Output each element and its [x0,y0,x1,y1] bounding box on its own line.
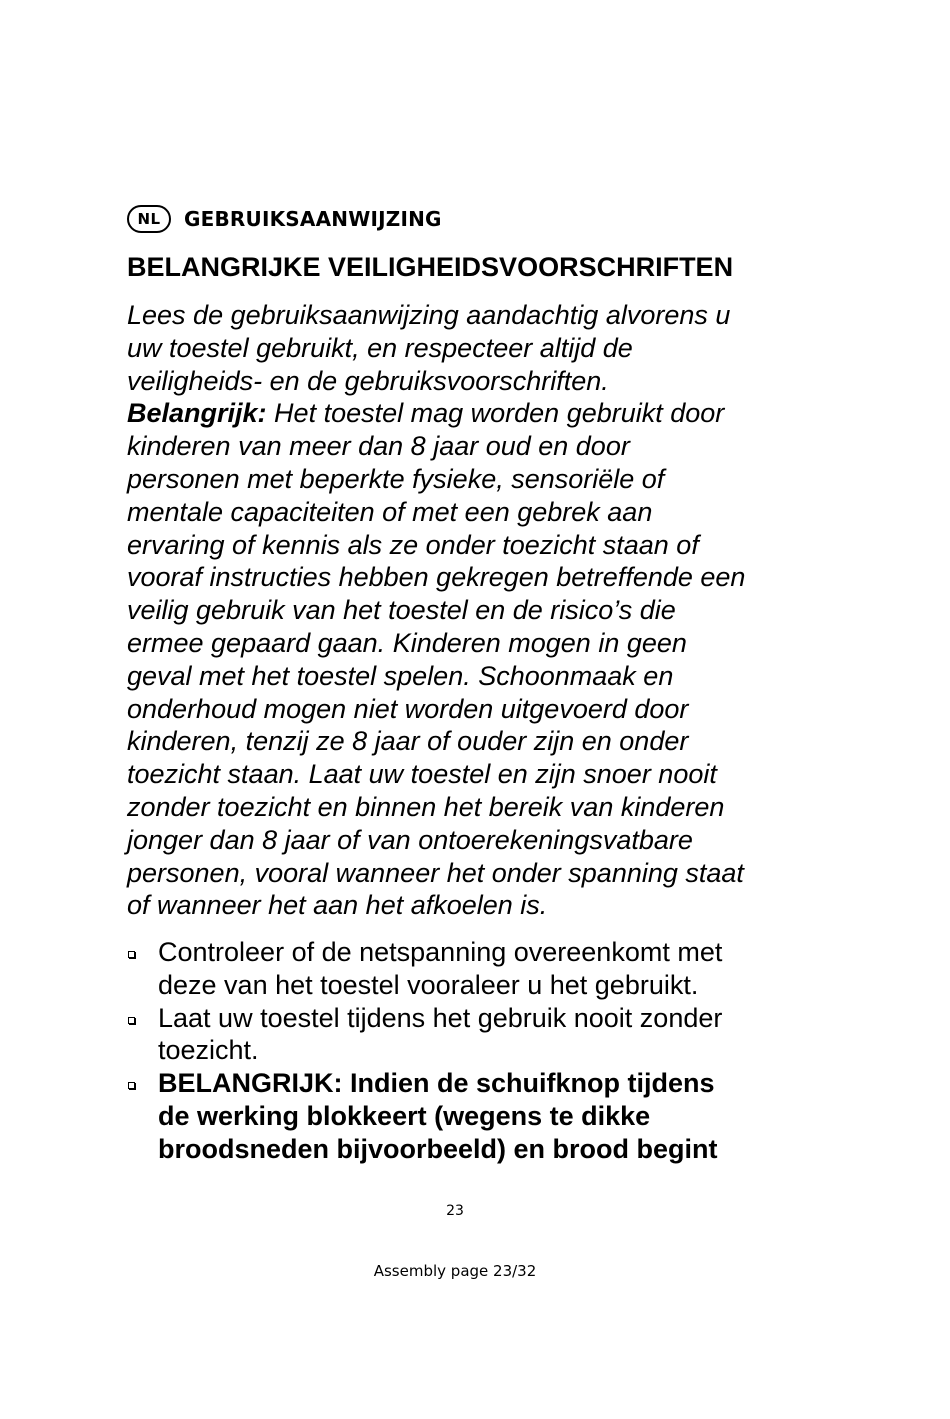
intro-line: ervaring of kennis als ze onder toezicht staan of [127,529,699,560]
important-line [127,397,807,430]
bullet-line: BELANGRIJK: Indien de schuifknop tijdens [158,1068,715,1099]
bullet-line: Laat uw toestel tijdens het gebruik nooit zonder [158,1002,723,1033]
intro-line: Lees de gebruiksaanwijzing aandachtig alvorens u [127,300,731,330]
intro-line: zonder toezicht en binnen het bereik van kinderen [127,791,725,822]
safety-bullet-list [127,936,827,1166]
page-number: 23 [446,1203,464,1219]
checkbox-bullet-icon [128,951,135,958]
safety-intro-paragraph [127,299,807,922]
intro-line: geval met het toestel spelen. Schoonmaak en [127,660,674,691]
bullet-line: deze van het toestel vooraleer u het gebruikt. [158,969,699,1000]
manual-title: GEBRUIKSAANWIJZING [184,207,442,231]
intro-line: kinderen, tenzij ze 8 jaar of ouder zijn en onder [127,726,689,757]
intro-line: kinderen van meer dan 8 jaar oud en door [127,431,630,462]
intro-line: jonger dan 8 jaar of van ontoerekeningsvatbare [127,824,693,855]
bullet-line: toezicht. [158,1035,259,1066]
checkbox-bullet-icon [128,1017,135,1024]
bullet-line: broodsneden bijvoorbeeld) en brood begint [158,1133,718,1164]
intro-line: onderhoud mogen niet worden uitgevoerd door [127,693,689,724]
intro-line: personen, vooral wanneer het onder spanning staat [127,857,744,888]
list-item [127,1067,827,1165]
bullet-line: Controleer of de netspanning overeenkomt met [158,937,723,967]
manual-header [127,200,442,238]
assembly-page-label: Assembly page 23/32 [373,1262,537,1280]
important-label: Belangrijk: [127,398,267,429]
important-text: Het toestel mag worden gebruikt door [266,398,725,429]
language-badge: NL [127,205,171,233]
intro-line: veilig gebruik van het toestel en de risico’s die [127,595,676,626]
intro-line: veiligheids- en de gebruiksvoorschriften. [127,365,609,396]
intro-line: toezicht staan. Laat uw toestel en zijn snoer nooit [127,759,717,790]
list-item [127,936,827,1002]
intro-line: vooraf instructies hebben gekregen betreffende een [127,562,746,593]
intro-line: uw toestel gebruikt, en respecteer altijd de [127,332,633,363]
intro-line: ermee gepaard gaan. Kinderen mogen in geen [127,627,687,658]
list-item [127,1002,827,1068]
intro-line: mentale capaciteiten of met een gebrek aan [127,496,653,527]
checkbox-bullet-icon [128,1082,135,1089]
bullet-line: de werking blokkeert (wegens te dikke [158,1100,651,1131]
intro-line: of wanneer het aan het afkoelen is. [127,890,548,921]
section-title: BELANGRIJKE VEILIGHEIDSVOORSCHRIFTEN [127,252,734,282]
intro-line: personen met beperkte fysieke, sensoriële of [127,463,665,494]
